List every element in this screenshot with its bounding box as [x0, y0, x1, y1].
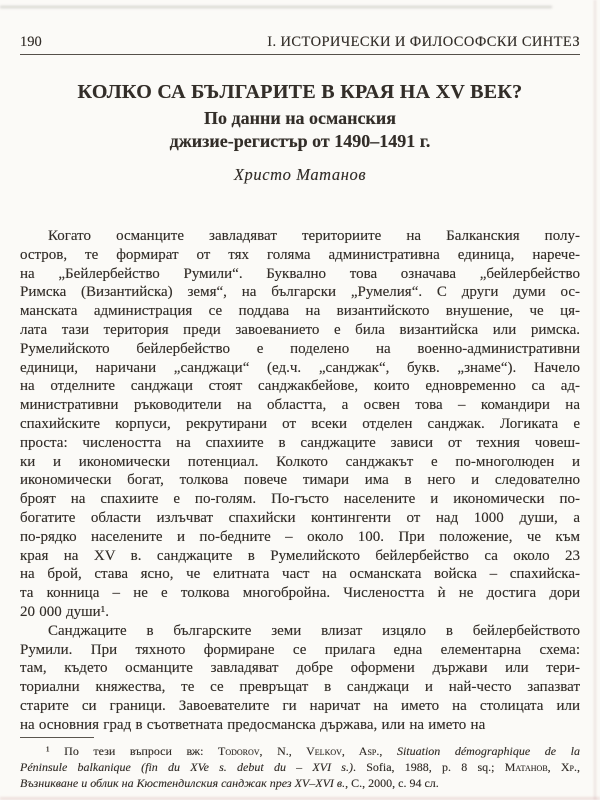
page-number: 190 [20, 34, 42, 50]
text-line: единици, наричани „санджаци“ (ед.ч. „санджак“, букв. „знаме“). Начело [20, 359, 580, 376]
paragraph [20, 622, 580, 735]
article-subtitle-line-1: По данни на османския [203, 108, 397, 128]
article-subtitle-line-2: джизие-регистър от 1490–1491 г. [169, 131, 431, 151]
text-line: Санджаците в българските земи влизат изцяло в бейлербейството [48, 622, 580, 639]
text-line: Румелийското бейлербейство е поделено на военно-административни [20, 340, 580, 357]
article-subtitle [0, 107, 600, 153]
text-line: та конница – не е толкова многобройна. Числеността ѝ не достига дори [20, 585, 580, 602]
text-line: ториални княжества, те се превръщат в санджаци и най-често запазват [20, 679, 580, 696]
running-title: І. ИСТОРИЧЕСКИ И ФИЛОСОФСКИ СИНТЕЗ [267, 34, 580, 50]
footnote-segment: Възникване и облик на Кюстендилския санджак през XV–XVI в. [20, 776, 346, 790]
body-text [20, 227, 580, 735]
footnote-segment: Todorov, N., Velkov, Asp., [217, 744, 397, 758]
text-line: по-рядко населените и по-бедните – около 100. При положение, че към [20, 528, 580, 545]
footnote-line [20, 775, 580, 791]
footnote [20, 737, 580, 791]
text-line: проста: числеността на спахиите в санджаците зависи от техния човеш- [20, 434, 580, 451]
text-line: Когато османците завладяват териториите на Балканския полу- [48, 228, 580, 244]
text-line: лата тази територия преди завоеванието е била византийска или римска. [20, 321, 580, 338]
text-line: там, където османците завладяват добре оформени държави или тери- [20, 660, 580, 677]
text-line: спахийските корпуси, рекрутирани от всеки отделен санджак. Логиката е [20, 415, 580, 432]
text-line: Римска (Византийска) земя“, на български „Румелия“. С други думи ос- [20, 284, 580, 301]
author-name: Христо Матанов [233, 165, 367, 184]
footnote-line [20, 759, 580, 775]
text-line: 20 000 души¹. [20, 603, 109, 620]
footnote-segment: Péninsule balkanique (fin du XVe s. debut du – XVI s.) [20, 760, 353, 774]
text-line: богатите области излъчват спахийски контингенти от над 1000 души, а [20, 509, 580, 526]
text-line: края на XV в. санджаците в Румелийското бейлербейство са около 23 [20, 547, 580, 564]
footnote-rule [20, 737, 94, 738]
footnote-segment: ¹ По тези въпроси вж: [46, 744, 218, 758]
article-title: КОЛКО СА БЪЛГАРИТЕ В КРАЯ НА XV ВЕК? [77, 81, 523, 103]
footnote-segment: , С., 2000, с. 94 сл. [345, 776, 439, 790]
text-line: на основния град в съответната предосманска държава, или на името на [20, 716, 486, 733]
footnote-segment: . Sofia, 1988, p. 8 sq.; [352, 760, 505, 774]
text-line: ки и икономически потенциал. Колкото санджакът е по-многолюден и [20, 453, 580, 470]
footnote-segment: Situation démographique de la [396, 744, 580, 758]
text-line: старите си граници. Завоевателите ги наричат на името на столицата или [20, 697, 580, 714]
scan-edge-top [0, 6, 552, 8]
footnote-segment: Матанов, Хр., [504, 760, 580, 774]
text-line: остров, те формират от тях голяма административна единица, нарече- [20, 246, 580, 263]
text-line: на брой, става ясно, че елитната част на османската войска – спахийска- [20, 566, 580, 583]
text-line: манската администрация се поддава на византийското внушение, че ця- [20, 303, 580, 320]
text-line: Румили. При тяхното формиране се прилага една елементарна схема: [20, 641, 580, 658]
footnote-text [20, 743, 580, 791]
text-line: на „Бейлербейство Румили“. Буквално това означава „бейлербейство [20, 265, 580, 282]
text-line: на отделните санджаци стоят санджакбейове, които едновременно са ад- [20, 378, 580, 395]
text-line: броят на спахиите е по-голям. По-гъсто населените и икономически по- [20, 491, 580, 508]
page-header [20, 28, 580, 55]
footnote-line [20, 743, 580, 759]
paragraph [20, 227, 580, 622]
text-line: икономически богат, толкова повече тимари има в него и следователно [20, 472, 580, 489]
text-line: министративни ръководители на областта, а освен това – командири на [20, 397, 580, 414]
